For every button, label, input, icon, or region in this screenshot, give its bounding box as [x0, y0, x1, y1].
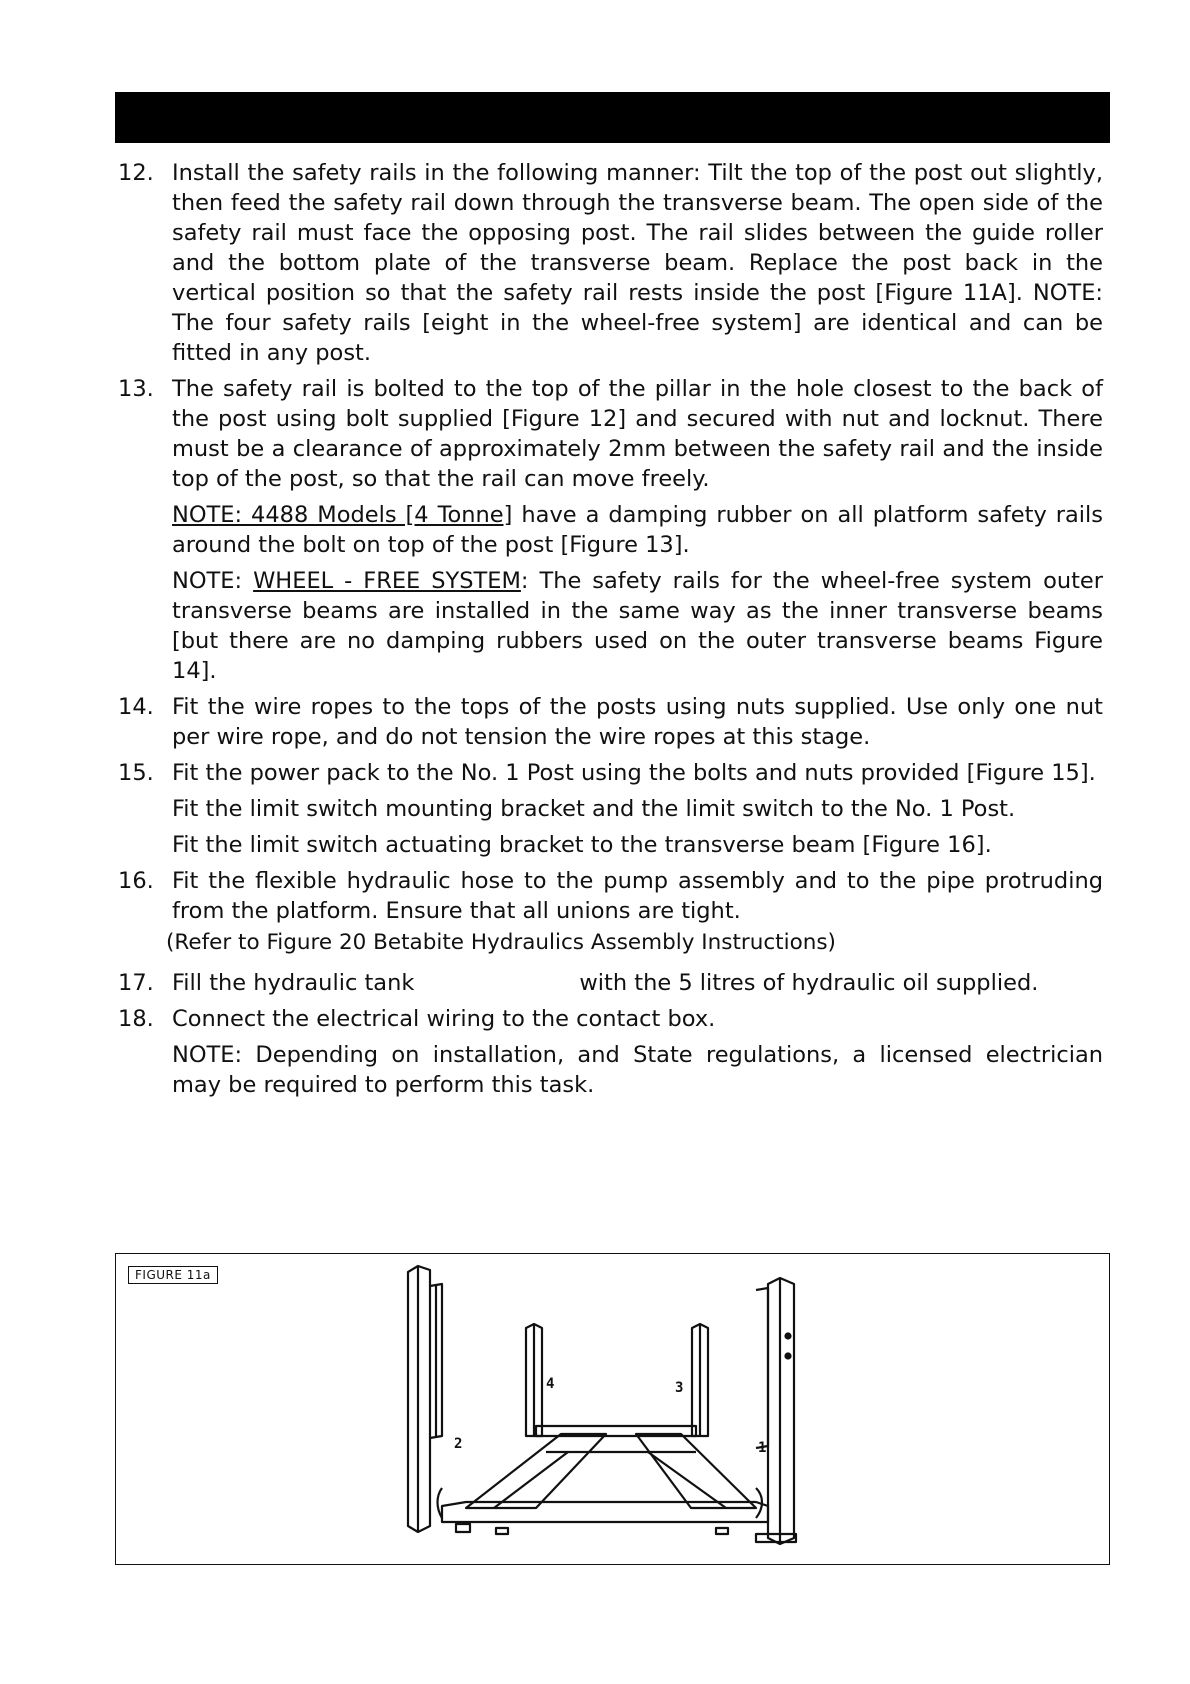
step-text: Fit the power pack to the No. 1 Post using the bolts and nuts provided [Figure 15].	[172, 760, 1096, 786]
post-label-3: 3	[675, 1380, 684, 1396]
note-prefix: NOTE:	[172, 568, 254, 594]
post-3	[692, 1324, 708, 1436]
step-17	[118, 968, 1103, 998]
step-number: 14.	[118, 694, 154, 720]
instructions-body	[118, 158, 1103, 1106]
step-text: Fit the wire ropes to the tops of the posts using nuts supplied. Use only one nut per wire rope, and do not tension the wire ropes at this stage.	[172, 694, 1103, 750]
step-text: The safety rail is bolted to the top of the pillar in the hole closest to the back of the post using bolt supplied [Figure 12] and secured with nut and locknut. There must be a clearance of approximately 2mm between the safety rail and the inside top of the post, so that the rail can move freely.	[172, 376, 1103, 492]
note-4488-models	[118, 500, 1103, 560]
step-text: Fill the hydraulic tank	[172, 970, 415, 996]
post-4	[526, 1324, 542, 1436]
step-15	[118, 758, 1103, 788]
note-heading: NOTE: 4488 Models [4 Tonne]	[172, 502, 513, 528]
step-number: 13.	[118, 376, 154, 402]
post-label-4: 4	[546, 1376, 555, 1392]
post-2	[408, 1266, 442, 1532]
note-text: : The safety rails for the wheel-free system outer transverse beams are installed in the same way as the inner transverse beams [but there are no damping rubbers used on the outer transverse beams Figure 14].	[172, 568, 1104, 684]
limit-switch-actuate-text: Fit the limit switch actuating bracket to the transverse beam [Figure 16].	[172, 832, 992, 858]
note-electrician: NOTE: Depending on installation, and State regulations, a licensed electrician may be required to perform this task.	[172, 1042, 1103, 1098]
step-number: 16.	[118, 868, 154, 894]
step-14	[118, 692, 1103, 752]
lift-diagram	[396, 1256, 956, 1562]
figure-label: FIGURE 11a	[128, 1266, 218, 1284]
note-wheel-free-system	[118, 566, 1103, 686]
step-number: 17.	[118, 970, 154, 996]
limit-switch-mount-text: Fit the limit switch mounting bracket and the limit switch to the No. 1 Post.	[172, 796, 1016, 822]
step-text-continued: with the 5 litres of hydraulic oil supplied.	[579, 970, 1039, 996]
post-label-1: 1	[758, 1440, 767, 1456]
post-label-2: 2	[454, 1436, 463, 1452]
header-bar	[115, 92, 1110, 143]
step-13	[118, 374, 1103, 494]
hydraulics-reference: (Refer to Figure 20 Betabite Hydraulics Assembly Instructions)	[166, 930, 836, 955]
step-16	[118, 866, 1103, 926]
figure-11a	[115, 1253, 1110, 1565]
step-18	[118, 1004, 1103, 1034]
step-number: 15.	[118, 760, 154, 786]
step-number: 18.	[118, 1006, 154, 1032]
note-heading: WHEEL - FREE SYSTEM	[253, 568, 521, 594]
step-text: Connect the electrical wiring to the contact box.	[172, 1006, 716, 1032]
runways	[466, 1434, 756, 1508]
step-text: Install the safety rails in the following manner: Tilt the top of the post out slightly, then feed the safety rail down through the transverse beam. The open side of the safety rail must face the opposing post. The rail slides between the guide roller and the bottom plate of the transverse beam. Replace the post back in the vertical position so that the safety rail rests inside the post [Figure 11A]. NOTE: The four safety rails [eight in the wheel-free system] are identical and can be fitted in any post.	[172, 160, 1103, 366]
step-12	[118, 158, 1103, 368]
step-number: 12.	[118, 160, 154, 186]
step-text: Fit the flexible hydraulic hose to the pump assembly and to the pipe protruding from the platform. Ensure that all unions are tight.	[172, 868, 1103, 924]
note-text: have a damping rubber on all platform safety rails around the bolt on top of the post [Figure 13].	[172, 502, 1103, 558]
